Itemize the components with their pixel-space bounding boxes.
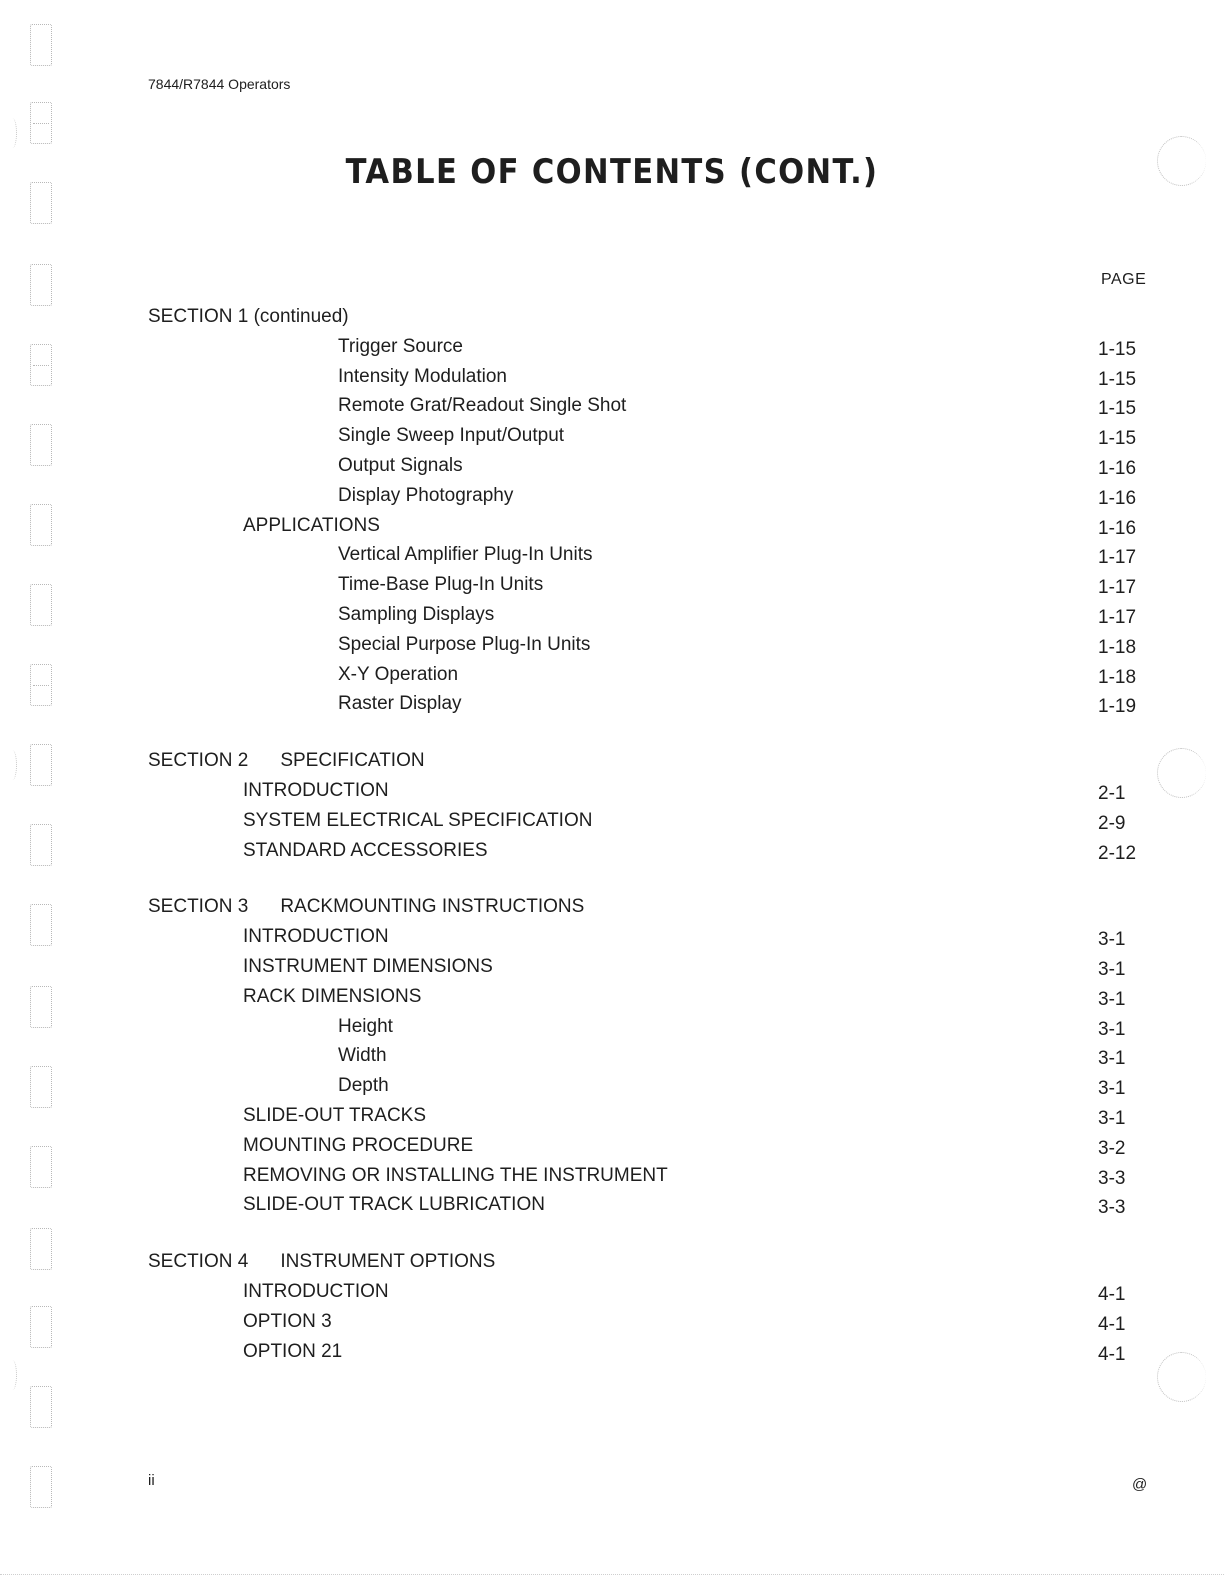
toc-entry-label: SECTION 1 (continued) — [148, 306, 349, 327]
toc-entry-label: Depth — [338, 1075, 389, 1097]
toc-page-number: 3-1 — [1098, 1018, 1126, 1040]
toc-section-heading[interactable] — [148, 1251, 495, 1275]
toc-page-number: 1-15 — [1098, 428, 1137, 450]
binder-mark — [30, 424, 52, 466]
publisher-mark: @ — [1132, 1476, 1148, 1493]
toc-page-number: 3-1 — [1098, 929, 1126, 951]
toc-entry-label: APPLICATIONS — [243, 514, 380, 536]
toc-page-number: 4-1 — [1098, 1313, 1126, 1335]
scan-edge-line — [0, 1574, 1224, 1575]
toc-page-number: 2-9 — [1098, 812, 1126, 834]
binder-mark — [30, 264, 52, 306]
toc-entry[interactable] — [243, 986, 421, 1010]
toc-entry[interactable] — [243, 1135, 473, 1159]
toc-section-title: SPECIFICATION — [280, 750, 425, 772]
binder-mark — [30, 1306, 52, 1348]
toc-entry-label: INTRODUCTION — [243, 926, 389, 948]
binder-mark — [30, 584, 52, 626]
toc-entry-label: Output Signals — [338, 455, 463, 476]
page-column-header: PAGE — [1101, 271, 1147, 288]
binder-mark — [30, 1146, 52, 1188]
toc-entry-label: Intensity Modulation — [338, 365, 507, 387]
margin-tick — [8, 1360, 17, 1390]
toc-page-number: 3-3 — [1098, 1197, 1126, 1219]
toc-page-number: 1-16 — [1098, 458, 1137, 479]
page-number: ii — [148, 1472, 155, 1489]
toc-entry-label: SLIDE-OUT TRACKS — [243, 1105, 427, 1126]
toc-entry[interactable] — [243, 1281, 389, 1305]
toc-page-number: 4-1 — [1098, 1284, 1126, 1305]
binder-mark — [30, 1386, 52, 1428]
toc-page-number: 1-15 — [1098, 368, 1137, 390]
toc-entry-label: SLIDE-OUT TRACK LUBRICATION — [243, 1194, 545, 1216]
toc-page-number: 1-19 — [1098, 696, 1137, 718]
toc-entry-label: RACK DIMENSIONS — [243, 985, 422, 1007]
margin-tick — [8, 750, 17, 780]
toc-entry-label: OPTION 21 — [243, 1340, 343, 1362]
toc-entry-label: Width — [338, 1045, 387, 1067]
binder-mark — [30, 664, 52, 706]
toc-page-number: 1-17 — [1098, 547, 1137, 569]
toc-entry-label: Sampling Displays — [338, 604, 495, 625]
toc-page-number: 1-18 — [1098, 636, 1137, 658]
toc-entry[interactable] — [243, 1341, 342, 1365]
toc-page-number: 3-1 — [1098, 959, 1126, 980]
toc-entry[interactable] — [338, 366, 507, 390]
binder-mark — [30, 1228, 52, 1270]
toc-entry-label: SECTION 4 — [148, 1251, 249, 1273]
toc-entry-label: Vertical Amplifier Plug-In Units — [338, 544, 593, 566]
binder-mark — [30, 1466, 52, 1508]
toc-page-number: 1-17 — [1098, 607, 1137, 628]
binder-mark — [30, 504, 52, 546]
toc-entry[interactable] — [243, 1311, 332, 1335]
toc-entry-label: Trigger Source — [338, 335, 463, 357]
toc-entry[interactable] — [243, 956, 493, 980]
toc-entry[interactable] — [338, 604, 494, 628]
toc-entry-label: MOUNTING PROCEDURE — [243, 1134, 474, 1156]
toc-page-number: 2-1 — [1098, 783, 1126, 804]
punch-hole — [1157, 748, 1206, 798]
page-title: TABLE OF CONTENTS (CONT.) — [345, 152, 879, 192]
toc-entry[interactable] — [243, 515, 380, 539]
toc-entry-label: Height — [338, 1015, 393, 1037]
toc-entry[interactable] — [338, 1016, 393, 1040]
toc-entry[interactable] — [338, 664, 458, 688]
binder-mark — [30, 904, 52, 946]
binder-mark — [30, 744, 52, 786]
toc-entry-label: SECTION 3 — [148, 896, 249, 918]
toc-page-number: 1-15 — [1098, 398, 1137, 420]
binder-mark — [30, 344, 52, 386]
toc-entry[interactable] — [243, 840, 488, 864]
toc-entry-label: INSTRUMENT DIMENSIONS — [243, 956, 493, 977]
toc-entry-label: SECTION 2 — [148, 750, 249, 772]
toc-entry[interactable] — [243, 810, 592, 834]
toc-entry[interactable] — [338, 455, 463, 479]
toc-page-number: 1-17 — [1098, 577, 1137, 599]
toc-entry[interactable] — [338, 336, 463, 360]
toc-page-number: 3-3 — [1098, 1167, 1126, 1189]
toc-entry-label: Single Sweep Input/Output — [338, 425, 565, 447]
toc-page-number: 4-1 — [1098, 1343, 1126, 1365]
toc-entry[interactable] — [338, 485, 513, 509]
margin-tick — [8, 118, 17, 148]
toc-entry-label: INTRODUCTION — [243, 780, 389, 801]
toc-section-heading[interactable] — [148, 896, 584, 920]
toc-section-heading[interactable] — [148, 750, 425, 774]
toc-section-heading[interactable] — [148, 306, 349, 330]
toc-page-number: 3-1 — [1098, 1108, 1126, 1129]
toc-entry-label: Special Purpose Plug-In Units — [338, 633, 591, 655]
toc-entry[interactable] — [338, 634, 590, 658]
toc-page-number: 3-2 — [1098, 1137, 1126, 1159]
toc-section-title: INSTRUMENT OPTIONS — [280, 1251, 496, 1273]
toc-entry-label: OPTION 3 — [243, 1310, 332, 1332]
toc-entry[interactable] — [243, 1105, 426, 1129]
toc-page-number: 1-16 — [1098, 487, 1137, 509]
punch-hole — [1157, 136, 1206, 186]
toc-entry[interactable] — [243, 926, 389, 950]
binder-mark — [30, 24, 52, 66]
toc-entry-label: REMOVING OR INSTALLING THE INSTRUMENT — [243, 1164, 668, 1186]
toc-entry[interactable] — [338, 544, 593, 568]
punch-hole — [1157, 1352, 1206, 1402]
toc-entry[interactable] — [338, 574, 543, 598]
toc-entry[interactable] — [243, 780, 389, 804]
toc-page-number: 3-1 — [1098, 1048, 1126, 1070]
toc-entry[interactable] — [338, 425, 564, 449]
toc-entry-label: Time-Base Plug-In Units — [338, 574, 544, 596]
toc-page-number: 3-1 — [1098, 988, 1126, 1010]
toc-entry[interactable] — [338, 693, 462, 717]
binder-mark — [30, 824, 52, 866]
toc-entry-label: Remote Grat/Readout Single Shot — [338, 395, 627, 417]
toc-page-number: 1-16 — [1098, 517, 1137, 539]
toc-section-title: RACKMOUNTING INSTRUCTIONS — [280, 896, 585, 918]
toc-entry-label: Raster Display — [338, 693, 462, 715]
toc-page-number: 3-1 — [1098, 1078, 1126, 1100]
toc-page-number: 2-12 — [1098, 842, 1137, 864]
binder-mark — [30, 986, 52, 1028]
toc-entry-label: INTRODUCTION — [243, 1281, 389, 1302]
toc-entry[interactable] — [338, 1075, 389, 1099]
toc-entry-label: SYSTEM ELECTRICAL SPECIFICATION — [243, 809, 593, 831]
binder-mark — [30, 182, 52, 224]
toc-entry-label: Display Photography — [338, 484, 514, 506]
binder-mark — [30, 102, 52, 144]
toc-page-number: 1-18 — [1098, 666, 1137, 688]
binder-mark — [30, 1066, 52, 1108]
toc-entry[interactable] — [243, 1194, 545, 1218]
toc-entry-label: X-Y Operation — [338, 663, 459, 685]
toc-entry[interactable] — [243, 1165, 668, 1189]
toc-entry-label: STANDARD ACCESSORIES — [243, 839, 488, 861]
toc-page-number: 1-15 — [1098, 338, 1137, 360]
document-header: 7844/R7844 Operators — [148, 76, 291, 92]
toc-entry[interactable] — [338, 395, 626, 419]
toc-entry[interactable] — [338, 1045, 387, 1069]
